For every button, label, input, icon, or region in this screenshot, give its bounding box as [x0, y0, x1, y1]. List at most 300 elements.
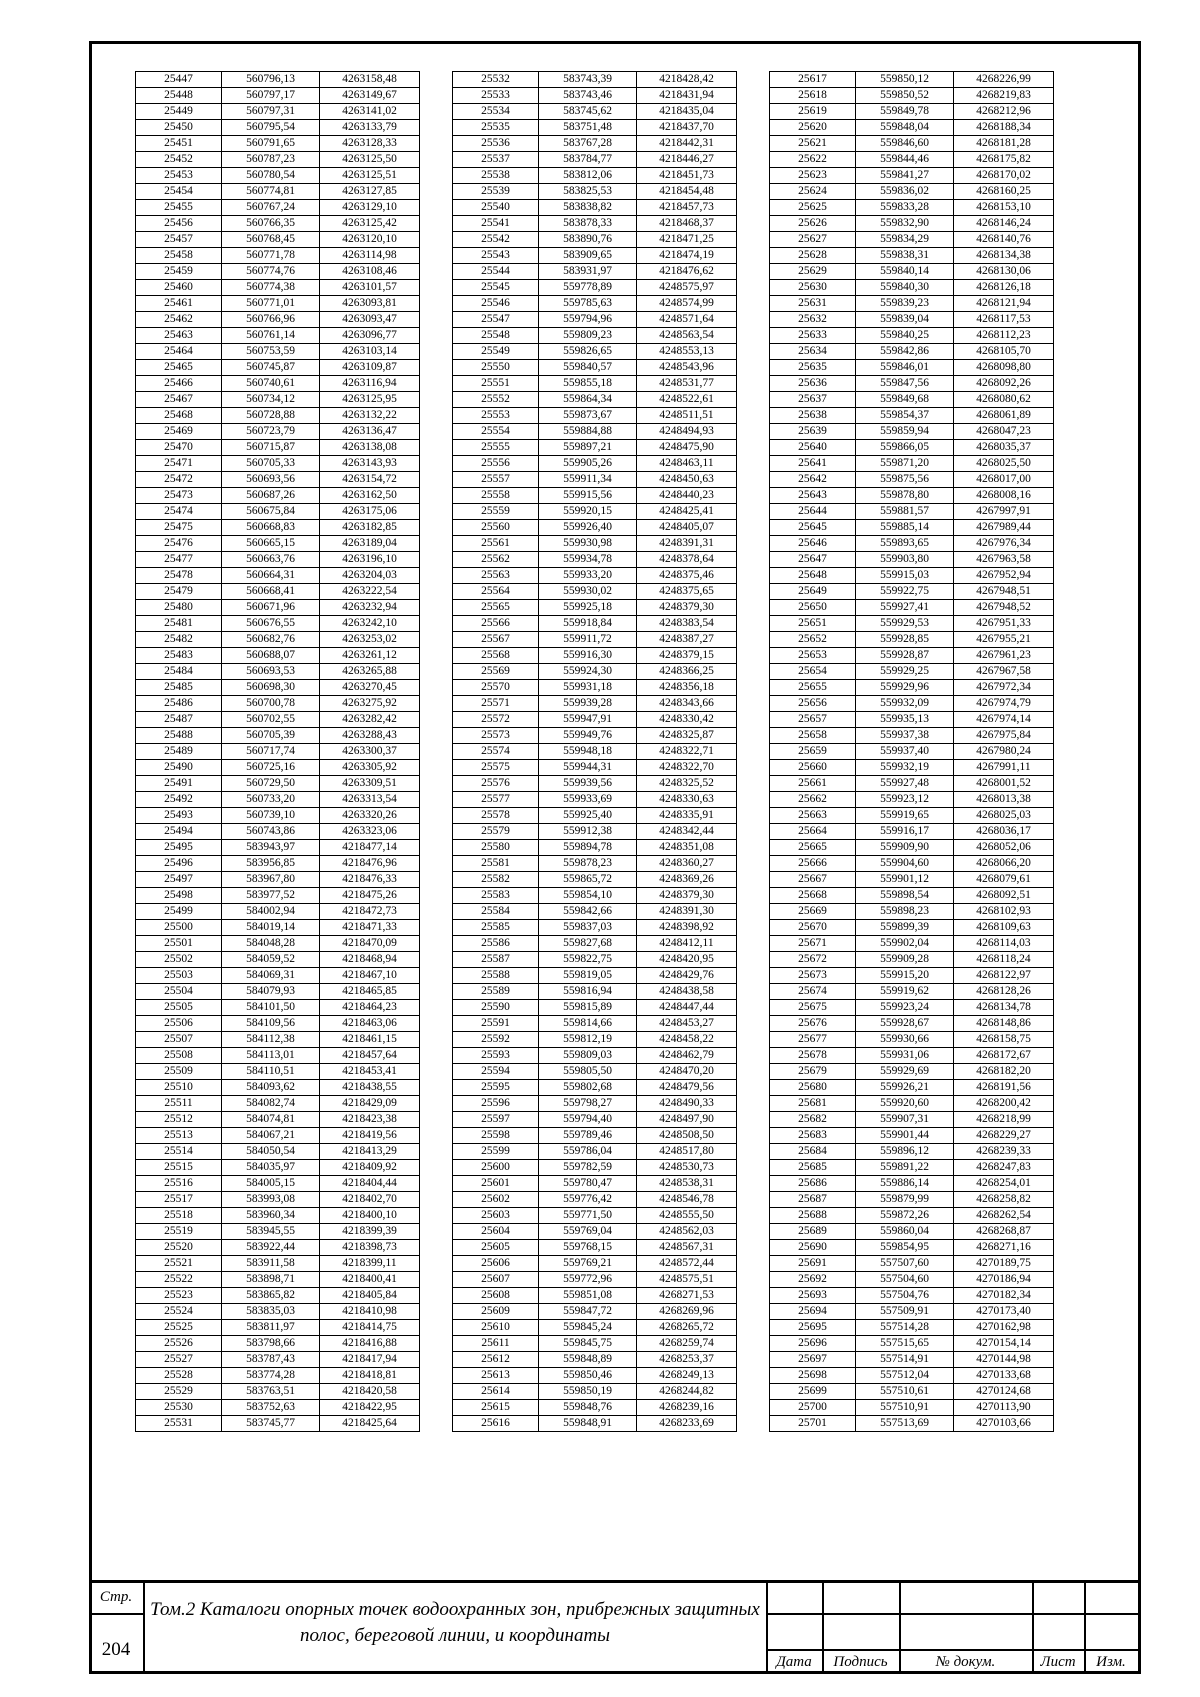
- x-coordinate: 559815,89: [539, 1000, 637, 1016]
- x-coordinate: 560774,76: [222, 264, 320, 280]
- y-coordinate: 4263093,81: [320, 296, 420, 312]
- table-row: [136, 824, 420, 840]
- y-coordinate: 4218470,09: [320, 936, 420, 952]
- x-coordinate: 559850,46: [539, 1368, 637, 1384]
- point-number: 25550: [453, 360, 539, 376]
- point-number: 25634: [770, 344, 856, 360]
- x-coordinate: 559935,13: [856, 712, 954, 728]
- table-row: [136, 1000, 420, 1016]
- point-number: 25552: [453, 392, 539, 408]
- y-coordinate: 4263127,85: [320, 184, 420, 200]
- y-coordinate: 4248571,64: [637, 312, 737, 328]
- table-row: [770, 456, 1054, 472]
- x-coordinate: 560766,96: [222, 312, 320, 328]
- table-row: [453, 1416, 737, 1432]
- y-coordinate: 4263101,57: [320, 280, 420, 296]
- x-coordinate: 559916,17: [856, 824, 954, 840]
- x-coordinate: 559901,44: [856, 1128, 954, 1144]
- y-coordinate: 4268122,97: [954, 968, 1054, 984]
- point-number: 25551: [453, 376, 539, 392]
- point-number: 25470: [136, 440, 222, 456]
- table-row: [453, 1304, 737, 1320]
- x-coordinate: 559947,91: [539, 712, 637, 728]
- x-coordinate: 559834,29: [856, 232, 954, 248]
- table-row: [136, 440, 420, 456]
- point-number: 25522: [136, 1272, 222, 1288]
- x-coordinate: 559871,20: [856, 456, 954, 472]
- x-coordinate: 559915,20: [856, 968, 954, 984]
- y-coordinate: 4248375,65: [637, 584, 737, 600]
- y-coordinate: 4248508,50: [637, 1128, 737, 1144]
- x-coordinate: 559879,99: [856, 1192, 954, 1208]
- x-coordinate: 559884,88: [539, 424, 637, 440]
- x-coordinate: 559916,30: [539, 648, 637, 664]
- y-coordinate: 4268025,50: [954, 456, 1054, 472]
- x-coordinate: 559930,98: [539, 536, 637, 552]
- table-row: [453, 1272, 737, 1288]
- x-coordinate: 559842,86: [856, 344, 954, 360]
- y-coordinate: 4218416,88: [320, 1336, 420, 1352]
- y-coordinate: 4248553,13: [637, 344, 737, 360]
- x-coordinate: 559776,42: [539, 1192, 637, 1208]
- table-row: [453, 328, 737, 344]
- y-coordinate: 4270103,66: [954, 1416, 1054, 1432]
- point-number: 25475: [136, 520, 222, 536]
- table-row: [453, 1320, 737, 1336]
- point-number: 25478: [136, 568, 222, 584]
- table-row: [136, 152, 420, 168]
- table-row: [453, 1048, 737, 1064]
- y-coordinate: 4268239,33: [954, 1144, 1054, 1160]
- point-number: 25608: [453, 1288, 539, 1304]
- x-coordinate: 559839,23: [856, 296, 954, 312]
- x-coordinate: 584079,93: [222, 984, 320, 1000]
- point-number: 25571: [453, 696, 539, 712]
- x-coordinate: 583811,97: [222, 1320, 320, 1336]
- table-row: [770, 360, 1054, 376]
- x-coordinate: 559841,27: [856, 168, 954, 184]
- table-row: [453, 712, 737, 728]
- x-coordinate: 559898,54: [856, 888, 954, 904]
- y-coordinate: 4268079,61: [954, 872, 1054, 888]
- y-coordinate: 4270144,98: [954, 1352, 1054, 1368]
- point-number: 25652: [770, 632, 856, 648]
- point-number: 25644: [770, 504, 856, 520]
- y-coordinate: 4268112,23: [954, 328, 1054, 344]
- x-coordinate: 583909,65: [539, 248, 637, 264]
- point-number: 25449: [136, 104, 222, 120]
- point-number: 25695: [770, 1320, 856, 1336]
- point-number: 25486: [136, 696, 222, 712]
- y-coordinate: 4263204,03: [320, 568, 420, 584]
- table-row: [770, 1080, 1054, 1096]
- point-number: 25641: [770, 456, 856, 472]
- point-number: 25447: [136, 72, 222, 88]
- x-coordinate: 559931,18: [539, 680, 637, 696]
- y-coordinate: 4268265,72: [637, 1320, 737, 1336]
- table-row: [770, 584, 1054, 600]
- point-number: 25576: [453, 776, 539, 792]
- point-number: 25539: [453, 184, 539, 200]
- point-number: 25620: [770, 120, 856, 136]
- point-number: 25559: [453, 504, 539, 520]
- y-coordinate: 4268253,37: [637, 1352, 737, 1368]
- table-row: [453, 264, 737, 280]
- point-number: 25531: [136, 1416, 222, 1432]
- x-coordinate: 583922,44: [222, 1240, 320, 1256]
- y-coordinate: 4248366,25: [637, 664, 737, 680]
- y-coordinate: 4248383,54: [637, 616, 737, 632]
- table-row: [136, 1384, 420, 1400]
- table-row: [770, 1400, 1054, 1416]
- x-coordinate: 583960,34: [222, 1208, 320, 1224]
- x-coordinate: 559878,80: [856, 488, 954, 504]
- y-coordinate: 4268259,74: [637, 1336, 737, 1352]
- table-row: [453, 72, 737, 88]
- y-coordinate: 4263162,50: [320, 488, 420, 504]
- y-coordinate: 4263320,26: [320, 808, 420, 824]
- table-row: [136, 968, 420, 984]
- x-coordinate: 559846,01: [856, 360, 954, 376]
- table-row: [770, 1336, 1054, 1352]
- x-coordinate: 559915,56: [539, 488, 637, 504]
- x-coordinate: 559809,23: [539, 328, 637, 344]
- y-coordinate: 4270186,94: [954, 1272, 1054, 1288]
- x-coordinate: 559929,25: [856, 664, 954, 680]
- table-row: [453, 1112, 737, 1128]
- x-coordinate: 557504,60: [856, 1272, 954, 1288]
- table-row: [453, 856, 737, 872]
- point-number: 25507: [136, 1032, 222, 1048]
- x-coordinate: 559864,34: [539, 392, 637, 408]
- y-coordinate: 4263323,06: [320, 824, 420, 840]
- y-coordinate: 4248379,30: [637, 888, 737, 904]
- y-coordinate: 4218422,95: [320, 1400, 420, 1416]
- y-coordinate: 4268066,20: [954, 856, 1054, 872]
- point-number: 25642: [770, 472, 856, 488]
- x-coordinate: 559780,47: [539, 1176, 637, 1192]
- table-row: [453, 504, 737, 520]
- table-row: [453, 1096, 737, 1112]
- point-number: 25490: [136, 760, 222, 776]
- point-number: 25661: [770, 776, 856, 792]
- x-coordinate: 560774,38: [222, 280, 320, 296]
- point-number: 25569: [453, 664, 539, 680]
- x-coordinate: 559922,75: [856, 584, 954, 600]
- point-number: 25453: [136, 168, 222, 184]
- y-coordinate: 4270173,40: [954, 1304, 1054, 1320]
- point-number: 25596: [453, 1096, 539, 1112]
- x-coordinate: 584113,01: [222, 1048, 320, 1064]
- y-coordinate: 4248391,31: [637, 536, 737, 552]
- y-coordinate: 4248511,51: [637, 408, 737, 424]
- table-row: [136, 808, 420, 824]
- x-coordinate: 560739,10: [222, 808, 320, 824]
- table-row: [136, 696, 420, 712]
- y-coordinate: 4268233,69: [637, 1416, 737, 1432]
- y-coordinate: 4263096,77: [320, 328, 420, 344]
- point-number: 25473: [136, 488, 222, 504]
- y-coordinate: 4248517,80: [637, 1144, 737, 1160]
- point-number: 25450: [136, 120, 222, 136]
- point-number: 25521: [136, 1256, 222, 1272]
- table-row: [770, 840, 1054, 856]
- x-coordinate: 559827,68: [539, 936, 637, 952]
- y-coordinate: 4268218,99: [954, 1112, 1054, 1128]
- y-coordinate: 4263129,10: [320, 200, 420, 216]
- point-number: 25549: [453, 344, 539, 360]
- table-row: [770, 392, 1054, 408]
- point-number: 25544: [453, 264, 539, 280]
- y-coordinate: 4218420,58: [320, 1384, 420, 1400]
- y-coordinate: 4268226,99: [954, 72, 1054, 88]
- y-coordinate: 4267948,52: [954, 600, 1054, 616]
- point-number: 25512: [136, 1112, 222, 1128]
- x-coordinate: 559794,40: [539, 1112, 637, 1128]
- x-coordinate: 584110,51: [222, 1064, 320, 1080]
- y-coordinate: 4263300,37: [320, 744, 420, 760]
- point-number: 25493: [136, 808, 222, 824]
- point-number: 25476: [136, 536, 222, 552]
- table-row: [453, 936, 737, 952]
- point-number: 25694: [770, 1304, 856, 1320]
- y-coordinate: 4268102,93: [954, 904, 1054, 920]
- point-number: 25663: [770, 808, 856, 824]
- point-number: 25617: [770, 72, 856, 88]
- point-number: 25655: [770, 680, 856, 696]
- y-coordinate: 4267989,44: [954, 520, 1054, 536]
- table-row: [453, 520, 737, 536]
- y-coordinate: 4268036,17: [954, 824, 1054, 840]
- x-coordinate: 559927,48: [856, 776, 954, 792]
- y-coordinate: 4218438,55: [320, 1080, 420, 1096]
- y-coordinate: 4248387,27: [637, 632, 737, 648]
- doc-number-column-label: № докум.: [935, 1654, 996, 1670]
- y-coordinate: 4268247,83: [954, 1160, 1054, 1176]
- table-row: [136, 552, 420, 568]
- x-coordinate: 560702,55: [222, 712, 320, 728]
- x-coordinate: 560698,30: [222, 680, 320, 696]
- table-row: [136, 488, 420, 504]
- x-coordinate: 583967,80: [222, 872, 320, 888]
- y-coordinate: 4270162,98: [954, 1320, 1054, 1336]
- point-number: 25545: [453, 280, 539, 296]
- x-coordinate: 559920,60: [856, 1096, 954, 1112]
- table-row: [136, 648, 420, 664]
- table-row: [770, 728, 1054, 744]
- point-number: 25547: [453, 312, 539, 328]
- point-number: 25621: [770, 136, 856, 152]
- table-row: [453, 872, 737, 888]
- point-number: 25639: [770, 424, 856, 440]
- point-number: 25578: [453, 808, 539, 824]
- x-coordinate: 559886,14: [856, 1176, 954, 1192]
- point-number: 25651: [770, 616, 856, 632]
- x-coordinate: 559778,89: [539, 280, 637, 296]
- y-coordinate: 4268140,76: [954, 232, 1054, 248]
- point-number: 25679: [770, 1064, 856, 1080]
- y-coordinate: 4248330,63: [637, 792, 737, 808]
- table-row: [770, 904, 1054, 920]
- y-coordinate: 4218472,73: [320, 904, 420, 920]
- y-coordinate: 4218476,62: [637, 264, 737, 280]
- table-row: [770, 1320, 1054, 1336]
- y-coordinate: 4268008,16: [954, 488, 1054, 504]
- y-coordinate: 4248330,42: [637, 712, 737, 728]
- x-coordinate: 559919,65: [856, 808, 954, 824]
- point-number: 25627: [770, 232, 856, 248]
- point-number: 25597: [453, 1112, 539, 1128]
- x-coordinate: 559850,12: [856, 72, 954, 88]
- point-number: 25689: [770, 1224, 856, 1240]
- y-coordinate: 4218417,94: [320, 1352, 420, 1368]
- table-row: [770, 1384, 1054, 1400]
- y-coordinate: 4263093,47: [320, 312, 420, 328]
- point-number: 25670: [770, 920, 856, 936]
- table-row: [136, 728, 420, 744]
- y-coordinate: 4263108,46: [320, 264, 420, 280]
- y-coordinate: 4267952,94: [954, 568, 1054, 584]
- x-coordinate: 559848,04: [856, 120, 954, 136]
- table-row: [770, 1112, 1054, 1128]
- y-coordinate: 4248343,66: [637, 696, 737, 712]
- y-coordinate: 4268035,37: [954, 440, 1054, 456]
- point-number: 25690: [770, 1240, 856, 1256]
- point-number: 25517: [136, 1192, 222, 1208]
- y-coordinate: 4267972,34: [954, 680, 1054, 696]
- y-coordinate: 4218461,15: [320, 1032, 420, 1048]
- y-coordinate: 4268254,01: [954, 1176, 1054, 1192]
- point-number: 25603: [453, 1208, 539, 1224]
- point-number: 25669: [770, 904, 856, 920]
- x-coordinate: 559847,72: [539, 1304, 637, 1320]
- y-coordinate: 4268262,54: [954, 1208, 1054, 1224]
- point-number: 25590: [453, 1000, 539, 1016]
- point-number: 25624: [770, 184, 856, 200]
- x-coordinate: 560787,23: [222, 152, 320, 168]
- point-number: 25509: [136, 1064, 222, 1080]
- point-number: 25685: [770, 1160, 856, 1176]
- point-number: 25495: [136, 840, 222, 856]
- table-row: [770, 648, 1054, 664]
- table-row: [136, 392, 420, 408]
- table-row: [770, 680, 1054, 696]
- x-coordinate: 560705,33: [222, 456, 320, 472]
- point-number: 25683: [770, 1128, 856, 1144]
- point-number: 25501: [136, 936, 222, 952]
- y-coordinate: 4268268,87: [954, 1224, 1054, 1240]
- table-row: [136, 1160, 420, 1176]
- x-coordinate: 559789,46: [539, 1128, 637, 1144]
- point-number: 25483: [136, 648, 222, 664]
- table-row: [770, 536, 1054, 552]
- table-row: [453, 360, 737, 376]
- point-number: 25602: [453, 1192, 539, 1208]
- y-coordinate: 4218454,48: [637, 184, 737, 200]
- x-coordinate: 560664,31: [222, 568, 320, 584]
- table-row: [453, 600, 737, 616]
- x-coordinate: 583977,52: [222, 888, 320, 904]
- x-coordinate: 559846,60: [856, 136, 954, 152]
- table-row: [770, 1240, 1054, 1256]
- page-number: 204: [101, 1639, 131, 1660]
- table-row: [770, 312, 1054, 328]
- point-number: 25496: [136, 856, 222, 872]
- table-row: [453, 728, 737, 744]
- point-number: 25673: [770, 968, 856, 984]
- y-coordinate: 4263265,88: [320, 664, 420, 680]
- y-coordinate: 4218402,70: [320, 1192, 420, 1208]
- point-number: 25682: [770, 1112, 856, 1128]
- x-coordinate: 583943,97: [222, 840, 320, 856]
- y-coordinate: 4268249,13: [637, 1368, 737, 1384]
- x-coordinate: 559897,21: [539, 440, 637, 456]
- x-coordinate: 559814,66: [539, 1016, 637, 1032]
- x-coordinate: 559809,03: [539, 1048, 637, 1064]
- x-coordinate: 559933,69: [539, 792, 637, 808]
- point-number: 25675: [770, 1000, 856, 1016]
- x-coordinate: 583767,28: [539, 136, 637, 152]
- table-row: [136, 1128, 420, 1144]
- table-row: [136, 1368, 420, 1384]
- table-row: [453, 1368, 737, 1384]
- x-coordinate: 560725,16: [222, 760, 320, 776]
- y-coordinate: 4268105,70: [954, 344, 1054, 360]
- x-coordinate: 559893,65: [856, 536, 954, 552]
- point-number: 25672: [770, 952, 856, 968]
- y-coordinate: 4218418,81: [320, 1368, 420, 1384]
- point-number: 25600: [453, 1160, 539, 1176]
- table-row: [136, 776, 420, 792]
- y-coordinate: 4248543,96: [637, 360, 737, 376]
- x-coordinate: 559839,04: [856, 312, 954, 328]
- x-coordinate: 583898,71: [222, 1272, 320, 1288]
- x-coordinate: 559866,05: [856, 440, 954, 456]
- y-coordinate: 4263275,92: [320, 696, 420, 712]
- point-number: 25519: [136, 1224, 222, 1240]
- y-coordinate: 4268130,06: [954, 264, 1054, 280]
- x-coordinate: 559855,18: [539, 376, 637, 392]
- table-row: [136, 520, 420, 536]
- table-row: [453, 136, 737, 152]
- table-row: [136, 248, 420, 264]
- table-row: [136, 328, 420, 344]
- point-number: 25612: [453, 1352, 539, 1368]
- y-coordinate: 4270133,68: [954, 1368, 1054, 1384]
- point-number: 25638: [770, 408, 856, 424]
- x-coordinate: 559832,90: [856, 216, 954, 232]
- y-coordinate: 4218475,26: [320, 888, 420, 904]
- x-coordinate: 560780,54: [222, 168, 320, 184]
- table-row: [453, 680, 737, 696]
- x-coordinate: 583835,03: [222, 1304, 320, 1320]
- y-coordinate: 4267948,51: [954, 584, 1054, 600]
- x-coordinate: 559840,57: [539, 360, 637, 376]
- x-coordinate: 560796,13: [222, 72, 320, 88]
- table-row: [453, 296, 737, 312]
- x-coordinate: 584059,52: [222, 952, 320, 968]
- point-number: 25626: [770, 216, 856, 232]
- x-coordinate: 559934,78: [539, 552, 637, 568]
- x-coordinate: 560675,84: [222, 504, 320, 520]
- point-number: 25487: [136, 712, 222, 728]
- x-coordinate: 559872,26: [856, 1208, 954, 1224]
- x-coordinate: 584005,15: [222, 1176, 320, 1192]
- y-coordinate: 4218398,73: [320, 1240, 420, 1256]
- x-coordinate: 559926,40: [539, 520, 637, 536]
- x-coordinate: 560766,35: [222, 216, 320, 232]
- x-coordinate: 559939,56: [539, 776, 637, 792]
